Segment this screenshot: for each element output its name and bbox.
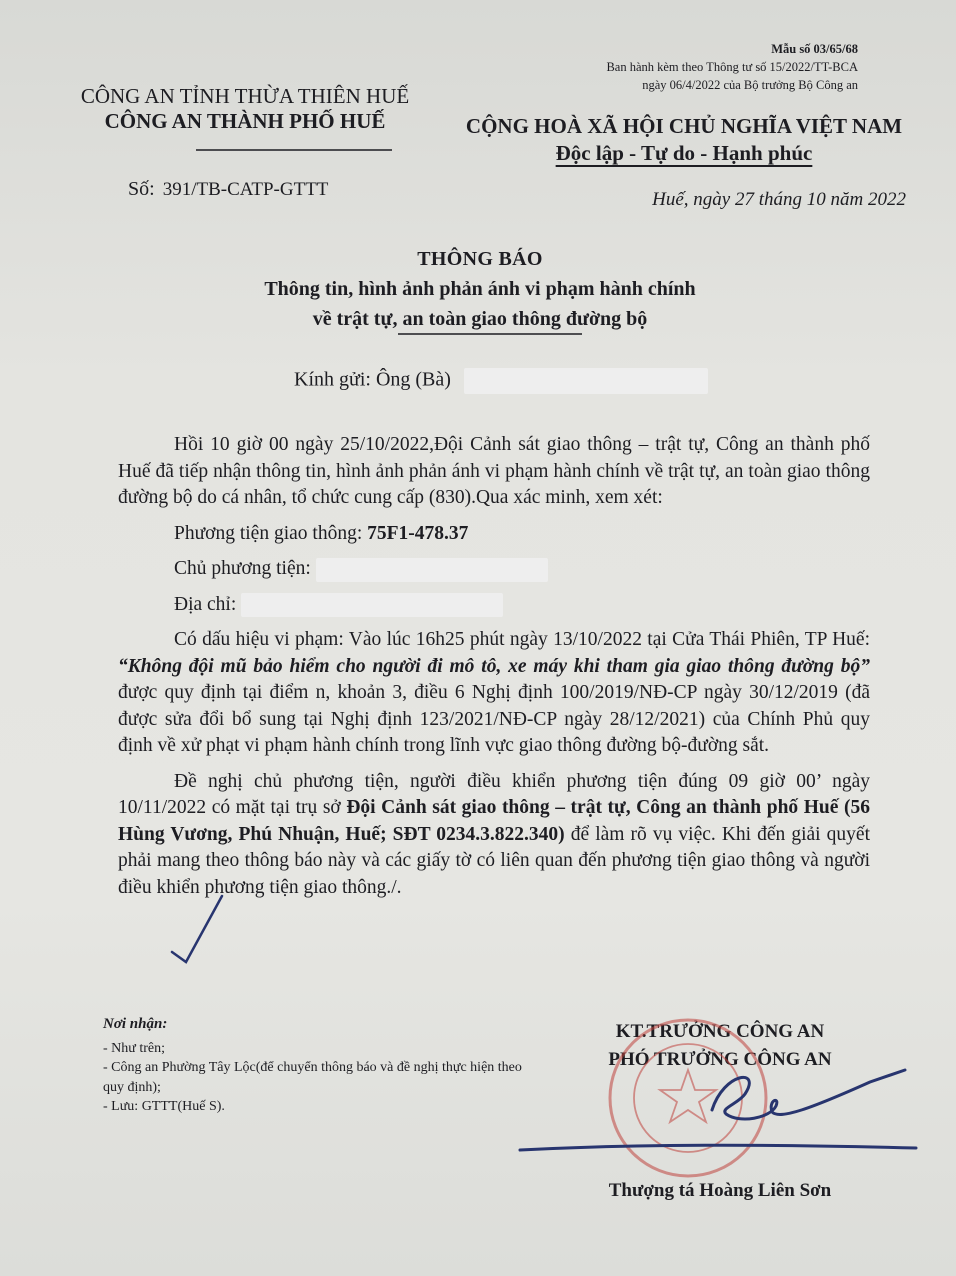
handwritten-checkmark — [172, 896, 222, 962]
violation-quote: “Không đội mũ bảo hiểm cho người đi mô tô, xe máy khi tham gia giao thông đường bộ” — [118, 655, 870, 677]
signature-title-line2: PHÓ TRƯỞNG CÔNG AN — [608, 1049, 832, 1070]
form-number: Mẫu số 03/65/68 — [771, 42, 858, 56]
agency-parent: CÔNG AN TỈNH THỪA THIÊN HUẾ — [80, 84, 410, 108]
recipients-header: Nơi nhận: — [103, 1016, 168, 1032]
title-line2: về trật tự, an toàn giao thông đường bộ — [312, 308, 648, 330]
number-label: Số: — [128, 178, 155, 200]
nation-title: CỘNG HOÀ XÃ HỘI CHỦ NGHĨA VIỆT NAM — [465, 114, 903, 138]
number-value: 391/TB-CATP-GTTT — [162, 179, 329, 200]
title-line1: Thông tin, hình ảnh phản ánh vi phạm hành chính — [264, 278, 696, 300]
signer-name: Thượng tá Hoàng Liên Sơn — [608, 1180, 832, 1201]
address-label: Địa chỉ: — [174, 593, 242, 615]
form-issued-line2: ngày 06/4/2022 của Bộ trưởng Bộ Công an — [642, 78, 858, 92]
vehicle-plate: 75F1-478.37 — [367, 522, 469, 544]
request-prefix: Đề nghị chủ phương tiện, người điều khiển phương tiện đúng 09 giờ 00’ ngày 10/11/2022 có mặt tại trụ sở — [118, 770, 870, 818]
signature-underline — [520, 1145, 916, 1150]
violation-suffix: được quy định tại điểm n, khoản 3, điều 6 Nghị định 100/2019/NĐ-CP ngày 30/12/2019 (đã được sửa đổi bổ sung tại Nghị định 123/2021/NĐ-CP ngày 28/12/2021) của Chính Phủ quy định về xử phạt vi phạm hành chính trong lĩnh vực giao thông đường bộ-đường sắt. — [118, 682, 870, 756]
vehicle-label: Phương tiện giao thông: — [174, 522, 368, 544]
recipient-item: - Công an Phường Tây Lộc(để chuyển thông báo và đề nghị thực hiện theo quy định); — [103, 1060, 522, 1095]
recipient-item: - Như trên; — [103, 1040, 166, 1056]
nation-motto: Độc lập - Tự do - Hạnh phúc — [555, 141, 813, 165]
intro-paragraph: Hồi 10 giờ 00 ngày 25/10/2022,Đội Cảnh sát giao thông – trật tự, Công an thành phố Huế đã tiếp nhận thông tin, hình ảnh phản ánh vi phạm hành chính về trật tự, an toàn giao thông đường bộ do cá nhân, tổ chức cung cấp (830).Qua xác minh, xem xét: — [118, 434, 870, 508]
salutation-text: Kính gửi: Ông (Bà) — [294, 368, 451, 391]
owner-label: Chủ phương tiện: — [174, 558, 316, 579]
recipient-item: - Lưu: GTTT(Huế S). — [103, 1099, 225, 1114]
form-issued-line1: Ban hành kèm theo Thông tư số 15/2022/TT-BCA — [606, 60, 858, 74]
signature-title-line1: KT.TRƯỞNG CÔNG AN — [615, 1021, 825, 1042]
request-office: Đội Cảnh sát giao thông – trật tự, Công an thành phố Huế (56 Hùng Vương, Phú Nhuận, Huế; SĐT 0234.3.822.340) — [118, 797, 871, 845]
place-date: Huế, ngày 27 tháng 10 năm 2022 — [652, 189, 906, 210]
violation-prefix: Có dấu hiệu vi phạm: Vào lúc 16h25 phút ngày 13/10/2022 tại Cửa Thái Phiên, TP Huế: — [174, 629, 870, 650]
agency-name: CÔNG AN THÀNH PHỐ HUẾ — [104, 109, 386, 133]
request-suffix: để làm rõ vụ việc. Khi đến giải quyết phải mang theo thông báo này và các giấy tờ có liên quan đến phương tiện giao thông và người điều khiển phương tiện giao thông./. — [118, 823, 870, 898]
title-heading: THÔNG BÁO — [417, 248, 543, 270]
